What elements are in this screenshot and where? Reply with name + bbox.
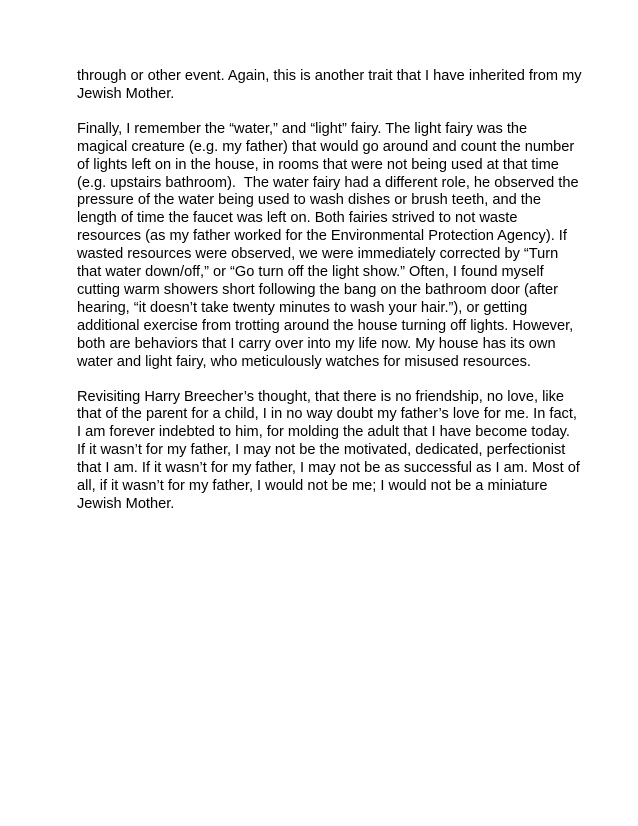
text-line: If it wasn’t for my father, I may not be the motivated, dedicated, perfectionist [77,442,566,459]
text-line: wasted resources were observed, we were immediately corrected by “Turn [77,246,559,263]
text-line: magical creature (e.g. my father) that would go around and count the number [77,138,575,155]
text-line: Revisiting Harry Breecher’s thought, that there is no friendship, no love, like [77,388,564,405]
text-line: of lights left on in the house, in rooms that were not being used at that time [77,156,559,173]
paragraph-3 [77,388,580,514]
text-line: (e.g. upstairs bathroom). The water fairy had a different role, he observed the [77,174,579,191]
text-line: all, if it wasn’t for my father, I would not be me; I would not be a miniature [77,478,548,495]
text-line: cutting warm showers short following the bang on the bathroom door (after [77,281,559,298]
text-line: resources (as my father worked for the Environmental Protection Agency). If [77,228,567,245]
text-line: Jewish Mother. [77,85,175,102]
text-line: water and light fairy, who meticulously watches for misused resources. [77,353,531,370]
text-line: through or other event. Again, this is another trait that I have inherited from my [77,68,582,84]
document-body [77,68,582,531]
paragraph-2 [77,121,577,372]
text-line: I am forever indebted to him, for molding the adult that I have become today. [77,424,570,441]
text-line: additional exercise from trotting around the house turning off lights. However, [77,317,574,334]
text-line: hearing, “it doesn’t take twenty minutes to wash your hair.”), or getting [77,299,528,316]
text-line: length of time the faucet was left on. Both fairies strived to not waste [77,210,518,227]
text-line: Jewish Mother. [77,495,175,512]
text-line: both are behaviors that I carry over into my life now. My house has its own [77,335,556,352]
paragraph-1 [77,68,582,104]
text-line: that I am. If it wasn’t for my father, I may not be as successful as I am. Most of [77,460,580,477]
text-line: that of the parent for a child, I in no way doubt my father’s love for me. In fact, [77,406,577,423]
text-line: that water down/off,” or “Go turn off the light show.” Often, I found myself [77,264,544,281]
text-line: pressure of the water being used to wash dishes or brush teeth, and the [77,192,542,209]
text-line: Finally, I remember the “water,” and “light” fairy. The light fairy was the [77,120,528,137]
